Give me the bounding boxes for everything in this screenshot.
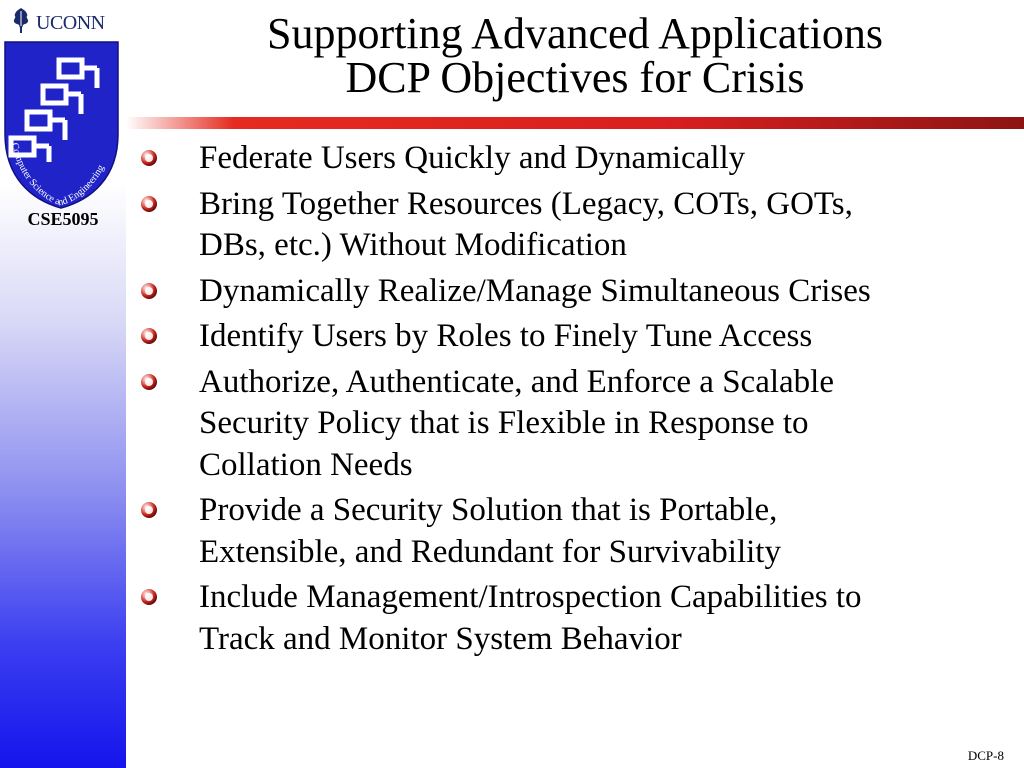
bullet-list bbox=[140, 138, 1020, 664]
slide-title bbox=[126, 9, 1024, 102]
bullet-item bbox=[140, 362, 1020, 487]
bullet-text-line: DBs, etc.) Without Modification bbox=[199, 227, 627, 263]
sphere-bullet-icon bbox=[140, 588, 158, 606]
university-name: UCONN bbox=[36, 12, 105, 34]
bullet-text-line: Extensible, and Redundant for Survivability bbox=[199, 533, 781, 570]
bullet-item bbox=[140, 490, 1020, 573]
bullet-item bbox=[140, 271, 1020, 313]
bullet-item bbox=[140, 577, 1020, 660]
bullet-text-line: Provide a Security Solution that is Portable, bbox=[199, 492, 778, 528]
oak-leaf-icon bbox=[10, 6, 32, 34]
bullet-text-line: Security Policy that is Flexible in Response to bbox=[199, 405, 809, 441]
left-sidebar bbox=[0, 0, 126, 768]
networked-computers-icon bbox=[1, 38, 122, 210]
sphere-bullet-icon bbox=[140, 195, 158, 213]
bullet-text-line: Include Management/Introspection Capabilities to bbox=[199, 579, 862, 615]
slide-number: DCP-8 bbox=[967, 748, 1004, 763]
sphere-bullet-icon bbox=[140, 282, 158, 300]
bullet-item bbox=[140, 138, 1020, 180]
bullet-text-line: Identify Users by Roles to Finely Tune Access bbox=[199, 318, 813, 354]
course-code: CSE5095 bbox=[27, 209, 99, 229]
bullet-text-line: Dynamically Realize/Manage Simultaneous Crises bbox=[199, 272, 871, 309]
sphere-bullet-icon bbox=[140, 501, 158, 519]
uconn-logo bbox=[6, 6, 120, 36]
title-line: Supporting Advanced Applications bbox=[267, 9, 883, 58]
sphere-bullet-icon bbox=[140, 149, 158, 167]
sphere-bullet-icon bbox=[140, 327, 158, 345]
sphere-bullet-icon bbox=[140, 373, 158, 391]
bullet-item bbox=[140, 184, 1020, 267]
bullet-text-line: Bring Together Resources (Legacy, COTs, GOTs, bbox=[199, 185, 853, 222]
department-name: Computer Science and Engineering bbox=[8, 141, 107, 209]
title-divider bbox=[126, 117, 1024, 129]
bullet-text-line: Federate Users Quickly and Dynamically bbox=[199, 140, 746, 176]
bullet-item bbox=[140, 316, 1020, 358]
bullet-text-line: Track and Monitor System Behavior bbox=[199, 620, 682, 657]
bullet-text-line: Collation Needs bbox=[199, 446, 413, 483]
bullet-text-line: Authorize, Authenticate, and Enforce a Scalable bbox=[199, 363, 834, 400]
title-line: DCP Objectives for Crisis bbox=[345, 53, 805, 102]
